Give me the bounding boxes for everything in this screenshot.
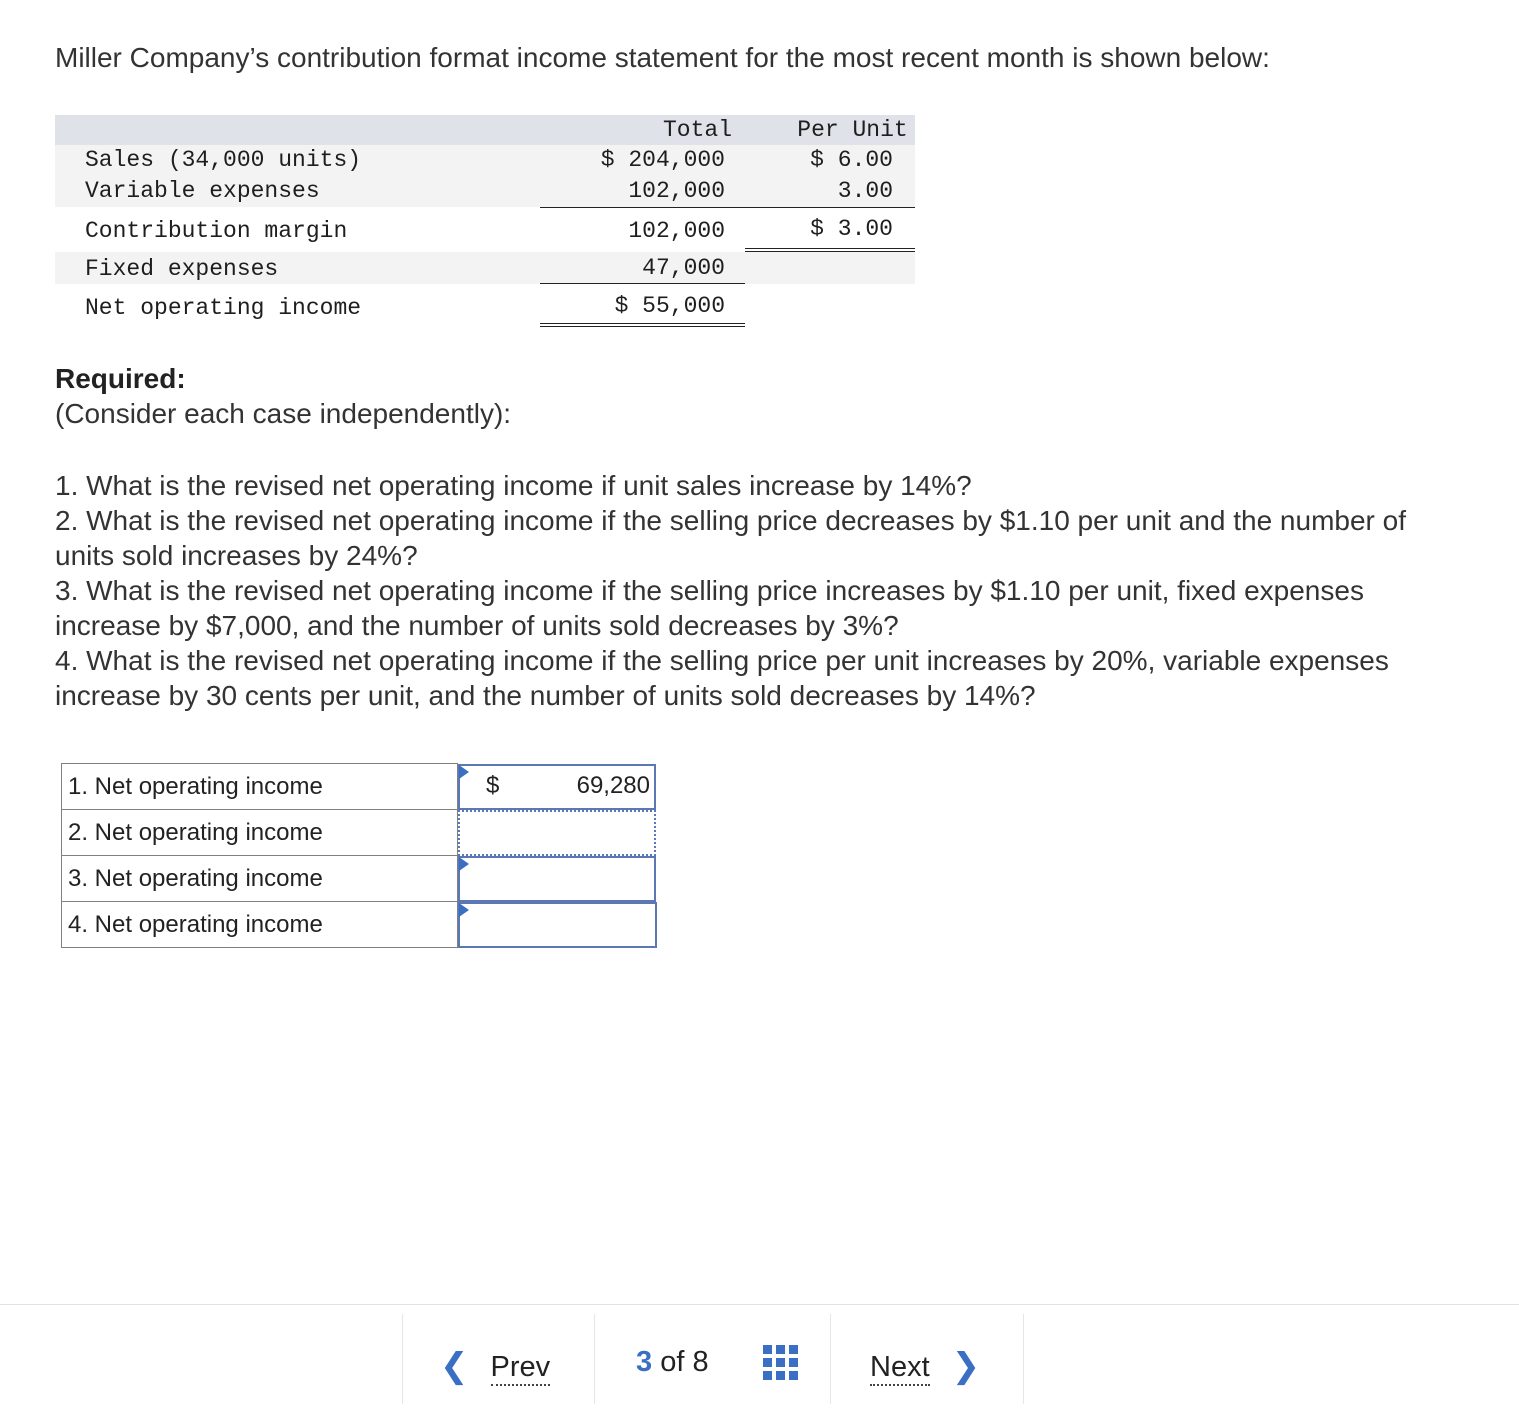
chevron-left-icon: ❮	[440, 1347, 469, 1385]
page-of-label: of	[660, 1346, 685, 1378]
answer-input-border	[458, 856, 656, 902]
row-perunit-variable: 3.00	[837, 178, 893, 204]
row-label-variable: Variable expenses	[85, 178, 320, 204]
nav-divider	[0, 1304, 1519, 1305]
nav-separator	[1023, 1314, 1024, 1404]
question-4: 4. What is the revised net operating income if the selling price per unit increases by 20%, variable expenses increase by 30 cents per unit, and the number of units sold decreases by 14%?	[55, 645, 1389, 711]
header-per-unit: Per Unit	[797, 117, 908, 143]
answer-input-3[interactable]	[458, 856, 657, 902]
current-page: 3	[636, 1346, 653, 1378]
required-heading: Required:	[55, 363, 186, 394]
required-subheading: (Consider each case independently):	[55, 398, 512, 429]
question-1: 1. What is the revised net operating income if unit sales increase by 14%?	[55, 470, 972, 501]
answer-row	[62, 856, 657, 902]
total-pages: 8	[692, 1346, 709, 1378]
total-rule	[540, 207, 745, 208]
intro-text: Miller Company’s contribution format income statement for the most recent month is shown below:	[55, 42, 1270, 73]
question-list	[55, 468, 1455, 713]
answer-input-1[interactable]	[458, 764, 657, 810]
answer-label-1: 1. Net operating income	[62, 764, 458, 810]
answer-input-4[interactable]	[458, 902, 657, 948]
answer-input-border	[458, 902, 657, 948]
row-perunit-contribution: $ 3.00	[810, 216, 893, 242]
question-3: 3. What is the revised net operating income if the selling price increases by $1.10 per unit, fixed expenses increase by $7,000, and the number of units sold decreases by 3%?	[55, 575, 1364, 641]
next-label: Next	[870, 1351, 930, 1386]
question-2: 2. What is the revised net operating income if the selling price decreases by $1.10 per unit and the number of units sold increases by 24%?	[55, 505, 1406, 571]
row-total-variable: 102,000	[628, 178, 725, 204]
row-total-fixed: 47,000	[642, 255, 725, 281]
answer-table	[61, 763, 657, 948]
answer-row	[62, 810, 657, 856]
header-total: Total	[662, 117, 732, 143]
flag-icon	[459, 765, 469, 779]
income-statement-table	[55, 115, 915, 335]
answer-row	[62, 764, 657, 810]
row-label-net: Net operating income	[85, 295, 362, 321]
perunit-rule	[745, 207, 915, 208]
chevron-right-icon: ❯	[951, 1347, 981, 1385]
nav-separator	[402, 1314, 403, 1404]
answer-label-3: 3. Net operating income	[62, 856, 458, 902]
row-total-sales: $ 204,000	[600, 147, 725, 173]
answer-label-2: 2. Net operating income	[62, 810, 458, 856]
answer-label-4: 4. Net operating income	[62, 902, 458, 948]
net-double-rule	[540, 323, 745, 327]
fixed-rule	[540, 283, 745, 284]
row-label-sales: Sales (34,000 units)	[85, 147, 362, 173]
flag-icon	[459, 857, 469, 871]
row-total-net: $ 55,000	[614, 293, 725, 319]
currency-symbol: $	[486, 771, 500, 799]
row-perunit-sales: $ 6.00	[810, 147, 893, 173]
flag-icon	[459, 903, 469, 917]
answer-row	[62, 902, 657, 948]
grid-icon[interactable]	[763, 1345, 798, 1380]
next-button[interactable]	[870, 1346, 980, 1386]
page-indicator	[636, 1346, 709, 1379]
answer-input-2[interactable]	[458, 810, 657, 856]
row-total-contribution: 102,000	[628, 218, 725, 244]
answer-value-1[interactable]: 69,280	[576, 771, 650, 799]
prev-button[interactable]	[440, 1346, 550, 1386]
nav-separator	[594, 1314, 595, 1404]
row-label-fixed: Fixed expenses	[85, 256, 279, 282]
row-label-contribution: Contribution margin	[85, 218, 348, 244]
prev-label: Prev	[491, 1351, 551, 1386]
nav-separator	[830, 1314, 831, 1404]
perunit-double-rule	[745, 248, 915, 252]
answer-input-border	[458, 810, 656, 856]
